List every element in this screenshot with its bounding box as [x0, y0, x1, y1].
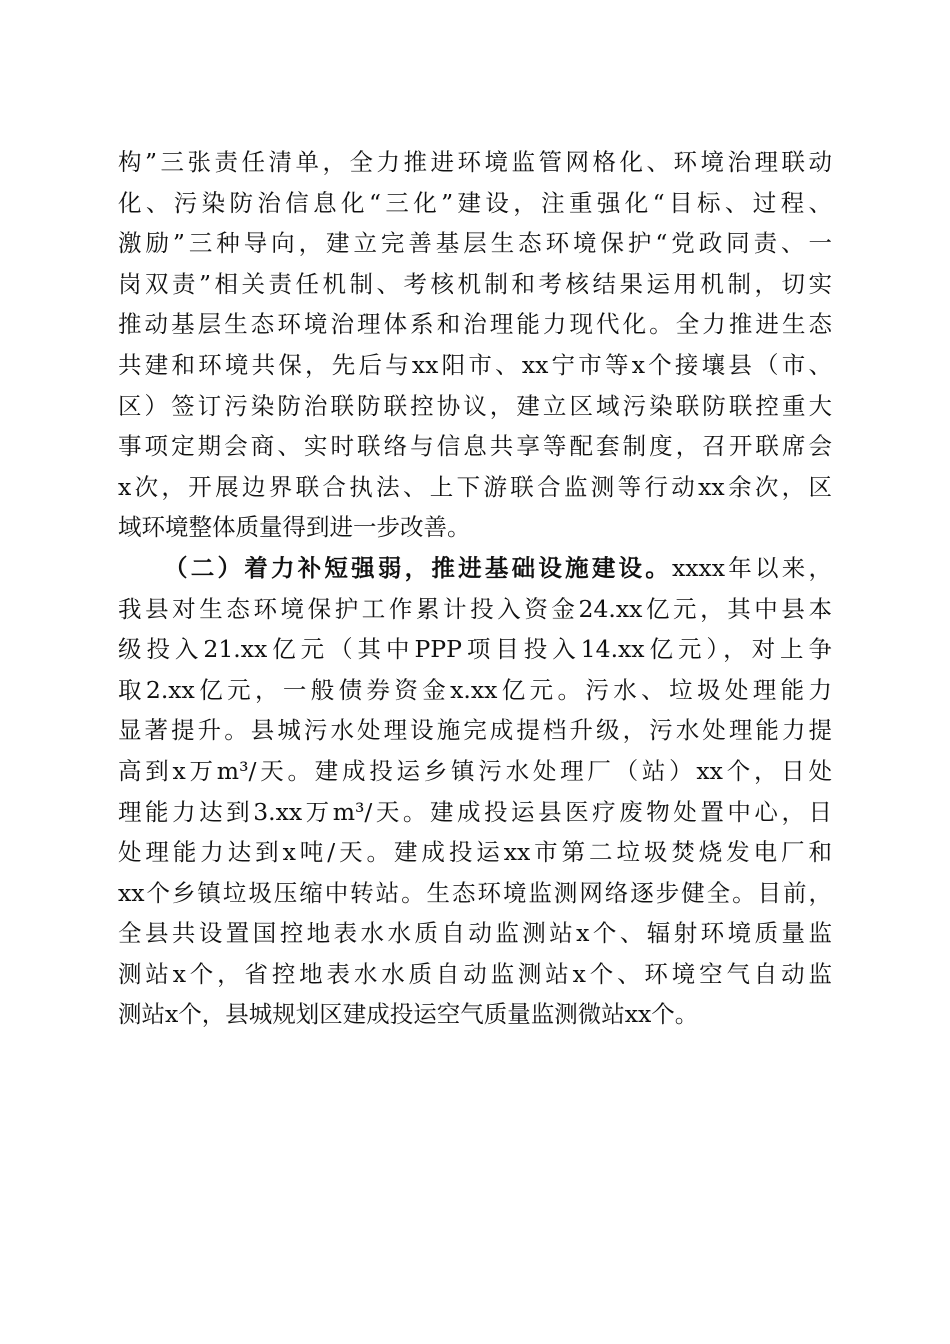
text-line: 域环境整体质量得到进一步改善。 [118, 513, 471, 542]
text-line: x次，开展边界联合执法、上下游联合监测等行动xx余次，区 [118, 472, 832, 501]
text-line: 测站x个，省控地表水水质自动监测站x个、环境空气自动监 [118, 959, 832, 988]
text-line: 处理能力达到x吨/天。建成投运xx市第二垃圾焚烧发电厂和 [118, 838, 832, 867]
text-line: 化、污染防治信息化“三化”建设，注重强化“目标、过程、 [118, 188, 832, 217]
text-line: 区）签订污染防治联防联控协议，建立区域污染联防联控重大 [118, 391, 832, 420]
section-heading: （二）着力补短强弱，推进基础设施建设。 [164, 553, 673, 582]
text-line-first [118, 548, 832, 589]
text-line: 测站x个，县城规划区建成投运空气质量监测微站xx个。 [118, 1000, 699, 1029]
text-line: 高到x万m³/天。建成投运乡镇污水处理厂（站）xx个，日处 [118, 756, 832, 785]
text-line: 理能力达到3.xx万m³/天。建成投运县医疗废物处置中心，日 [118, 797, 832, 826]
text-line: 级投入21.xx亿元（其中PPP项目投入14.xx亿元），对上争 [118, 635, 832, 664]
paragraph-2 [118, 548, 832, 1035]
text-line: 事项定期会商、实时联络与信息共享等配套制度，召开联席会 [118, 432, 832, 461]
text-line: xx个乡镇垃圾压缩中转站。生态环境监测网络逐步健全。目前， [118, 878, 832, 907]
text-line: 岗双责”相关责任机制、考核机制和考核结果运用机制，切实 [118, 269, 832, 298]
text-line: 激励”三种导向，建立完善基层生态环境保护“党政同责、一 [118, 229, 832, 258]
text-line: 全县共设置国控地表水水质自动监测站x个、辐射环境质量监 [118, 919, 832, 948]
text-line: 显著提升。县城污水处理设施完成提档升级，污水处理能力提 [118, 716, 832, 745]
heading-continuation: xxxx年以来， [672, 553, 832, 582]
text-line: 构”三张责任清单，全力推进环境监管网格化、环境治理联动 [118, 148, 832, 176]
document-body [118, 142, 832, 1035]
text-line: 推动基层生态环境治理体系和治理能力现代化。全力推进生态 [118, 310, 832, 339]
paragraph-1 [118, 142, 832, 548]
text-line: 共建和环境共保，先后与xx阳市、xx宁市等x个接壤县（市、 [118, 350, 832, 379]
text-line: 我县对生态环境保护工作累计投入资金24.xx亿元，其中县本 [118, 594, 832, 623]
text-line: 取2.xx亿元，一般债券资金x.xx亿元。污水、垃圾处理能力 [118, 675, 832, 704]
